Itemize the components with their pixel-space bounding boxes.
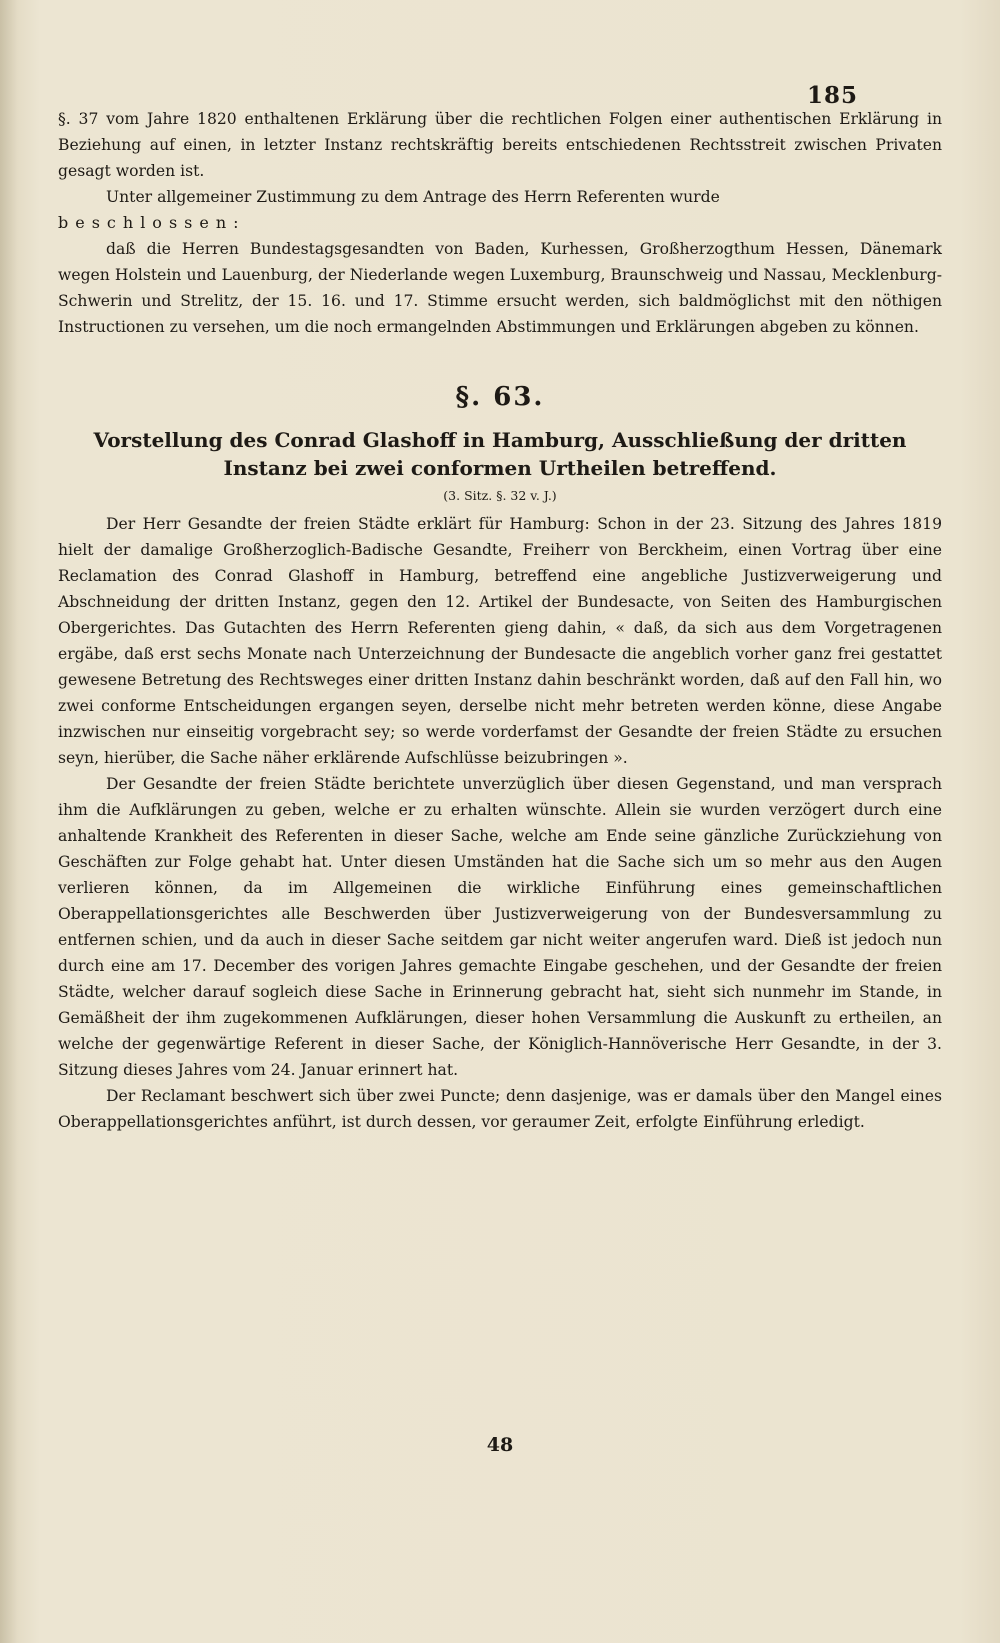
page-number: 185: [806, 82, 858, 109]
signature-mark: 48: [486, 1434, 514, 1456]
paragraph-continuation: §. 37 vom Jahre 1820 enthaltenen Erklärung über die rechtlichen Folgen einer authentischen Erklärung in Beziehung auf einen, in letzter Instanz rechtskräftig bereits entschiedenen Rechtsstreit zwischen Privaten gesagt worden ist.: [58, 110, 942, 180]
section-reference: (3. Sitz. §. 32 v. J.): [443, 488, 557, 503]
paragraph-complaint: Der Reclamant beschwert sich über zwei Puncte; denn dasjenige, was er damals über den Mangel eines Oberappellationsgerichtes anführt, ist durch dessen, vor geraumer Zeit, erfolgte Einführung erledigt.: [58, 1087, 942, 1131]
text-block: [58, 106, 942, 1135]
section-title: Vorstellung des Conrad Glashoff in Hamburg, Ausschließung der dritten Instanz bei zwei conformen Urtheilen betreffend.: [93, 428, 907, 480]
paragraph-agreement: Unter allgemeiner Zustimmung zu dem Antrage des Herrn Referenten wurde: [106, 188, 720, 206]
paragraph-resolution: daß die Herren Bundestagsgesandten von Baden, Kurhessen, Großherzogthum Hessen, Dänemark wegen Holstein und Lauenburg, der Niederlande wegen Luxemburg, Braunschweig und Nassau, Mecklenburg-Schwerin und Strelitz, der 15. 16. und 17. Stimme ersucht werden, sich baldmöglichst mit den nöthigen Instructionen zu versehen, um die noch ermangelnden Abstimmungen und Erklärungen abgeben zu können.: [58, 240, 942, 336]
section-number: §. 63.: [455, 382, 545, 412]
paragraph-declaration: Der Herr Gesandte der freien Städte erklärt für Hamburg: Schon in der 23. Sitzung des Jahres 1819 hielt der damalige Großherzoglich-Badische Gesandte, Freiherr von Berckheim, einen Vortrag über eine Reclamation des Conrad Glashoff in Hamburg, betreffend eine angebliche Justizverweigerung und Abschneidung der dritten Instanz, gegen den 12. Artikel der Bundesacte, von Seiten des Hamburgischen Obergerichtes. Das Gutachten des Herrn Referenten gieng dahin, « daß, da sich aus dem Vorgetragenen ergäbe, daß erst sechs Monate nach Unterzeichnung der Bundesacte die angeblich vorher ganz frei gestattet gewesene Betretung des Rechtsweges einer dritten Instanz dahin beschränkt worden, daß auf den Fall hin, wo zwei conforme Entscheidungen ergangen seyen, derselbe nicht mehr betreten werden könne, diese Angabe inzwischen nur einseitig vorgebracht sey; so werde vorderfamst der Gesandte der freien Städte zu ersuchen seyn, hierüber, die Sache näher erklärende Aufschlüsse beizubringen ».: [58, 515, 942, 767]
paragraph-report: Der Gesandte der freien Städte berichtete unverzüglich über diesen Gegenstand, und man versprach ihm die Aufklärungen zu geben, welche er zu erhalten wünschte. Allein sie wurden verzögert durch eine anhaltende Krankheit des Referenten in dieser Sache, welche am Ende seine gänzliche Zurückziehung von Geschäften zur Folge gehabt hat. Unter diesen Umständen hat die Sache sich um so mehr aus den Augen verlieren können, da im Allgemeinen die wirkliche Einführung eines gemeinschaftlichen Oberappellationsgerichtes alle Beschwerden über Justizverweigerung von der Bundesversammlung zu entfernen schien, und da auch in dieser Sache seitdem gar nicht weiter angerufen ward. Dieß ist jedoch nun durch eine am 17. December des vorigen Jahres gemachte Eingabe geschehen, und der Gesandte der freien Städte, welcher darauf sogleich diese Sache in Erinnerung gebracht hat, sieht sich nunmehr im Stande, in Gemäßheit der ihm zugekommenen Aufklärungen, dieser hohen Versammlung die Auskunft zu ertheilen, an welche der gegenwärtige Referent in dieser Sache, der Königlich-Hannöverische Herr Gesandte, in der 3. Sitzung dieses Jahres vom 24. Januar erinnert hat.: [58, 775, 942, 1079]
resolved-heading: beschlossen:: [58, 213, 246, 232]
